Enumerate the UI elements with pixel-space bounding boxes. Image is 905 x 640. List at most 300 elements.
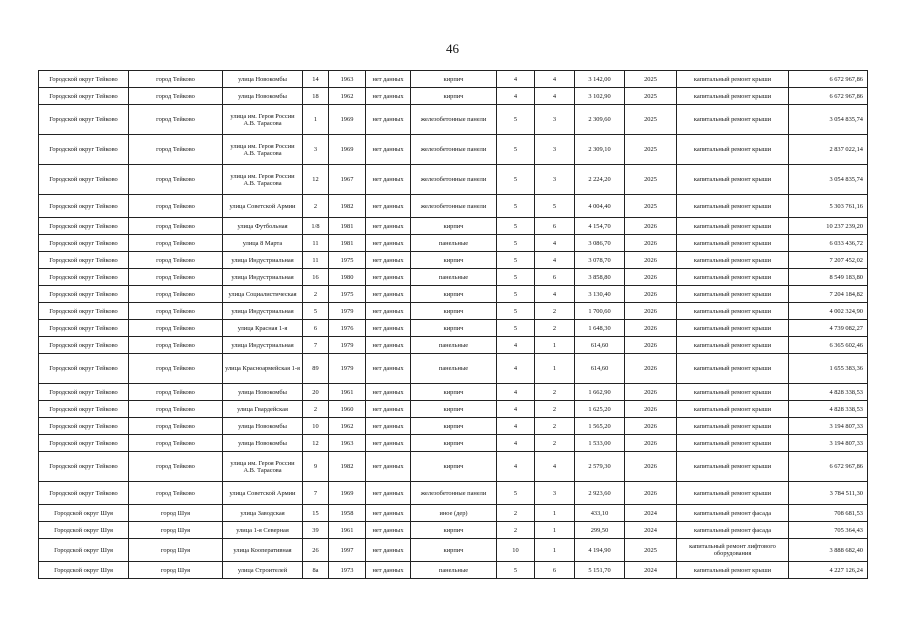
walls-year-cell: нет данных xyxy=(366,505,411,522)
walls-year-cell: нет данных xyxy=(366,303,411,320)
district-cell: Городской округ Тейково xyxy=(39,218,129,235)
house-number-cell: 3 xyxy=(303,135,329,165)
entrances-cell: 2 xyxy=(535,401,575,418)
table-row xyxy=(39,418,868,435)
plan-year-cell: 2025 xyxy=(625,71,677,88)
city-cell: город Тейково xyxy=(129,135,223,165)
cost-cell: 7 207 452,02 xyxy=(789,252,868,269)
build-year-cell: 1969 xyxy=(329,135,366,165)
area-cell: 3 078,70 xyxy=(575,252,625,269)
city-cell: город Тейково xyxy=(129,218,223,235)
wall-material-cell: кирпич xyxy=(411,401,497,418)
walls-year-cell: нет данных xyxy=(366,562,411,579)
work-type-cell: капитальный ремонт крыши xyxy=(677,88,789,105)
build-year-cell: 1981 xyxy=(329,235,366,252)
street-cell: улица Новокомбы xyxy=(223,435,303,452)
cost-cell: 1 655 383,36 xyxy=(789,354,868,384)
work-type-cell: капитальный ремонт крыши xyxy=(677,320,789,337)
entrances-cell: 2 xyxy=(535,384,575,401)
city-cell: город Тейково xyxy=(129,165,223,195)
street-cell: улица Новокомбы xyxy=(223,71,303,88)
floors-cell: 4 xyxy=(497,354,535,384)
wall-material-cell: кирпич xyxy=(411,522,497,539)
house-number-cell: 1 xyxy=(303,105,329,135)
area-cell: 3 130,40 xyxy=(575,286,625,303)
cost-cell: 6 365 602,46 xyxy=(789,337,868,354)
build-year-cell: 1982 xyxy=(329,195,366,218)
work-type-cell: капитальный ремонт лифтового оборудования xyxy=(677,539,789,562)
plan-year-cell: 2025 xyxy=(625,105,677,135)
house-number-cell: 26 xyxy=(303,539,329,562)
district-cell: Городской округ Шуя xyxy=(39,522,129,539)
street-cell: улица Новокомбы xyxy=(223,384,303,401)
district-cell: Городской округ Тейково xyxy=(39,320,129,337)
entrances-cell: 1 xyxy=(535,539,575,562)
floors-cell: 2 xyxy=(497,505,535,522)
cost-cell: 3 784 511,30 xyxy=(789,482,868,505)
build-year-cell: 1979 xyxy=(329,337,366,354)
entrances-cell: 3 xyxy=(535,165,575,195)
table-row xyxy=(39,235,868,252)
city-cell: город Тейково xyxy=(129,418,223,435)
entrances-cell: 2 xyxy=(535,303,575,320)
work-type-cell: капитальный ремонт фасада xyxy=(677,522,789,539)
wall-material-cell: железобетонные панели xyxy=(411,135,497,165)
plan-year-cell: 2026 xyxy=(625,303,677,320)
house-number-cell: 2 xyxy=(303,195,329,218)
floors-cell: 4 xyxy=(497,71,535,88)
area-cell: 1 533,00 xyxy=(575,435,625,452)
street-cell: улица Красноармейская 1-я xyxy=(223,354,303,384)
floors-cell: 5 xyxy=(497,286,535,303)
build-year-cell: 1997 xyxy=(329,539,366,562)
house-number-cell: 8а xyxy=(303,562,329,579)
entrances-cell: 6 xyxy=(535,562,575,579)
floors-cell: 4 xyxy=(497,384,535,401)
walls-year-cell: нет данных xyxy=(366,135,411,165)
build-year-cell: 1961 xyxy=(329,522,366,539)
entrances-cell: 1 xyxy=(535,505,575,522)
build-year-cell: 1980 xyxy=(329,269,366,286)
house-number-cell: 5 xyxy=(303,303,329,320)
walls-year-cell: нет данных xyxy=(366,235,411,252)
work-type-cell: капитальный ремонт крыши xyxy=(677,354,789,384)
plan-year-cell: 2026 xyxy=(625,218,677,235)
city-cell: город Тейково xyxy=(129,252,223,269)
build-year-cell: 1979 xyxy=(329,354,366,384)
work-type-cell: капитальный ремонт крыши xyxy=(677,384,789,401)
table-row xyxy=(39,135,868,165)
cost-cell: 3 888 682,40 xyxy=(789,539,868,562)
build-year-cell: 1982 xyxy=(329,452,366,482)
plan-year-cell: 2025 xyxy=(625,135,677,165)
entrances-cell: 1 xyxy=(535,522,575,539)
walls-year-cell: нет данных xyxy=(366,337,411,354)
walls-year-cell: нет данных xyxy=(366,71,411,88)
plan-year-cell: 2024 xyxy=(625,522,677,539)
city-cell: город Тейково xyxy=(129,384,223,401)
house-number-cell: 2 xyxy=(303,286,329,303)
cost-cell: 4 828 338,53 xyxy=(789,384,868,401)
wall-material-cell: кирпич xyxy=(411,286,497,303)
cost-cell: 3 054 835,74 xyxy=(789,105,868,135)
table-row xyxy=(39,88,868,105)
table-row xyxy=(39,539,868,562)
floors-cell: 5 xyxy=(497,195,535,218)
work-type-cell: капитальный ремонт крыши xyxy=(677,303,789,320)
district-cell: Городской округ Шуя xyxy=(39,562,129,579)
table-row xyxy=(39,71,868,88)
entrances-cell: 4 xyxy=(535,88,575,105)
city-cell: город Тейково xyxy=(129,401,223,418)
street-cell: улица Красная 1-я xyxy=(223,320,303,337)
table-row xyxy=(39,435,868,452)
city-cell: город Шуя xyxy=(129,539,223,562)
floors-cell: 5 xyxy=(497,269,535,286)
house-number-cell: 16 xyxy=(303,269,329,286)
walls-year-cell: нет данных xyxy=(366,418,411,435)
city-cell: город Тейково xyxy=(129,269,223,286)
work-type-cell: капитальный ремонт крыши xyxy=(677,418,789,435)
house-number-cell: 9 xyxy=(303,452,329,482)
work-type-cell: капитальный ремонт крыши xyxy=(677,105,789,135)
floors-cell: 5 xyxy=(497,252,535,269)
plan-year-cell: 2026 xyxy=(625,401,677,418)
district-cell: Городской округ Тейково xyxy=(39,435,129,452)
plan-year-cell: 2025 xyxy=(625,195,677,218)
city-cell: город Тейково xyxy=(129,482,223,505)
walls-year-cell: нет данных xyxy=(366,522,411,539)
house-number-cell: 11 xyxy=(303,252,329,269)
area-cell: 4 154,70 xyxy=(575,218,625,235)
house-number-cell: 18 xyxy=(303,88,329,105)
page-number: 46 xyxy=(446,41,459,56)
area-cell: 614,60 xyxy=(575,337,625,354)
floors-cell: 5 xyxy=(497,218,535,235)
cost-cell: 4 227 126,24 xyxy=(789,562,868,579)
table-row xyxy=(39,105,868,135)
floors-cell: 2 xyxy=(497,522,535,539)
street-cell: улица Заводская xyxy=(223,505,303,522)
work-type-cell: капитальный ремонт крыши xyxy=(677,252,789,269)
area-cell: 2 923,60 xyxy=(575,482,625,505)
floors-cell: 5 xyxy=(497,105,535,135)
cost-cell: 3 054 835,74 xyxy=(789,165,868,195)
street-cell: улица 1-я Северная xyxy=(223,522,303,539)
wall-material-cell: железобетонные панели xyxy=(411,482,497,505)
area-cell: 2 309,10 xyxy=(575,135,625,165)
wall-material-cell: кирпич xyxy=(411,435,497,452)
work-type-cell: капитальный ремонт крыши xyxy=(677,71,789,88)
wall-material-cell: панельные xyxy=(411,337,497,354)
wall-material-cell: кирпич xyxy=(411,252,497,269)
entrances-cell: 4 xyxy=(535,252,575,269)
area-cell: 1 565,20 xyxy=(575,418,625,435)
entrances-cell: 2 xyxy=(535,418,575,435)
build-year-cell: 1963 xyxy=(329,435,366,452)
entrances-cell: 4 xyxy=(535,235,575,252)
floors-cell: 4 xyxy=(497,418,535,435)
cost-cell: 10 237 239,20 xyxy=(789,218,868,235)
entrances-cell: 2 xyxy=(535,320,575,337)
work-type-cell: капитальный ремонт крыши xyxy=(677,286,789,303)
entrances-cell: 1 xyxy=(535,354,575,384)
district-cell: Городской округ Тейково xyxy=(39,165,129,195)
street-cell: улица Новокомбы xyxy=(223,418,303,435)
city-cell: город Шуя xyxy=(129,562,223,579)
house-number-cell: 7 xyxy=(303,482,329,505)
district-cell: Городской округ Тейково xyxy=(39,105,129,135)
entrances-cell: 6 xyxy=(535,269,575,286)
table-row xyxy=(39,320,868,337)
area-cell: 1 625,20 xyxy=(575,401,625,418)
street-cell: улица Советской Армии xyxy=(223,195,303,218)
build-year-cell: 1979 xyxy=(329,303,366,320)
area-cell: 2 579,30 xyxy=(575,452,625,482)
plan-year-cell: 2026 xyxy=(625,269,677,286)
entrances-cell: 3 xyxy=(535,105,575,135)
house-number-cell: 15 xyxy=(303,505,329,522)
house-number-cell: 2 xyxy=(303,401,329,418)
work-type-cell: капитальный ремонт крыши xyxy=(677,452,789,482)
table-row xyxy=(39,252,868,269)
city-cell: город Тейково xyxy=(129,286,223,303)
plan-year-cell: 2025 xyxy=(625,165,677,195)
house-number-cell: 12 xyxy=(303,165,329,195)
cost-cell: 2 837 022,14 xyxy=(789,135,868,165)
wall-material-cell: кирпич xyxy=(411,218,497,235)
area-cell: 2 309,60 xyxy=(575,105,625,135)
house-number-cell: 39 xyxy=(303,522,329,539)
wall-material-cell: панельные xyxy=(411,269,497,286)
cost-cell: 3 194 807,33 xyxy=(789,435,868,452)
plan-year-cell: 2026 xyxy=(625,320,677,337)
wall-material-cell: панельные xyxy=(411,235,497,252)
work-type-cell: капитальный ремонт фасада xyxy=(677,505,789,522)
entrances-cell: 6 xyxy=(535,218,575,235)
cost-cell: 7 204 184,82 xyxy=(789,286,868,303)
wall-material-cell: кирпич xyxy=(411,452,497,482)
work-type-cell: капитальный ремонт крыши xyxy=(677,435,789,452)
district-cell: Городской округ Тейково xyxy=(39,418,129,435)
table-row xyxy=(39,165,868,195)
street-cell: улица Новокомбы xyxy=(223,88,303,105)
city-cell: город Тейково xyxy=(129,88,223,105)
table-row xyxy=(39,452,868,482)
cost-cell: 4 828 338,53 xyxy=(789,401,868,418)
walls-year-cell: нет данных xyxy=(366,354,411,384)
area-cell: 5 151,70 xyxy=(575,562,625,579)
walls-year-cell: нет данных xyxy=(366,252,411,269)
build-year-cell: 1963 xyxy=(329,71,366,88)
plan-year-cell: 2026 xyxy=(625,435,677,452)
wall-material-cell: кирпич xyxy=(411,539,497,562)
cost-cell: 4 002 324,90 xyxy=(789,303,868,320)
city-cell: город Тейково xyxy=(129,105,223,135)
build-year-cell: 1969 xyxy=(329,105,366,135)
area-cell: 299,50 xyxy=(575,522,625,539)
house-number-cell: 6 xyxy=(303,320,329,337)
city-cell: город Тейково xyxy=(129,337,223,354)
district-cell: Городской округ Тейково xyxy=(39,235,129,252)
area-cell: 614,60 xyxy=(575,354,625,384)
build-year-cell: 1967 xyxy=(329,165,366,195)
plan-year-cell: 2025 xyxy=(625,539,677,562)
city-cell: город Тейково xyxy=(129,195,223,218)
street-cell: улица Строителей xyxy=(223,562,303,579)
walls-year-cell: нет данных xyxy=(366,401,411,418)
city-cell: город Тейково xyxy=(129,320,223,337)
table-row xyxy=(39,401,868,418)
plan-year-cell: 2026 xyxy=(625,384,677,401)
build-year-cell: 1962 xyxy=(329,418,366,435)
table-row xyxy=(39,482,868,505)
wall-material-cell: панельные xyxy=(411,354,497,384)
wall-material-cell: железобетонные панели xyxy=(411,165,497,195)
area-cell: 1 648,30 xyxy=(575,320,625,337)
wall-material-cell: кирпич xyxy=(411,303,497,320)
entrances-cell: 3 xyxy=(535,482,575,505)
table-row xyxy=(39,195,868,218)
plan-year-cell: 2024 xyxy=(625,562,677,579)
walls-year-cell: нет данных xyxy=(366,452,411,482)
house-number-cell: 1/8 xyxy=(303,218,329,235)
entrances-cell: 2 xyxy=(535,435,575,452)
wall-material-cell: кирпич xyxy=(411,320,497,337)
district-cell: Городской округ Тейково xyxy=(39,482,129,505)
district-cell: Городской округ Тейково xyxy=(39,303,129,320)
floors-cell: 4 xyxy=(497,337,535,354)
district-cell: Городской округ Тейково xyxy=(39,135,129,165)
street-cell: улица Индустриальная xyxy=(223,303,303,320)
floors-cell: 5 xyxy=(497,235,535,252)
street-cell: улица им. Героя России А.В. Тарасова xyxy=(223,452,303,482)
area-cell: 3 102,90 xyxy=(575,88,625,105)
wall-material-cell: железобетонные панели xyxy=(411,105,497,135)
wall-material-cell: кирпич xyxy=(411,418,497,435)
district-cell: Городской округ Тейково xyxy=(39,354,129,384)
walls-year-cell: нет данных xyxy=(366,195,411,218)
street-cell: улица им. Героя России А.В. Тарасова xyxy=(223,105,303,135)
entrances-cell: 4 xyxy=(535,286,575,303)
street-cell: улица им. Героя России А.В. Тарасова xyxy=(223,135,303,165)
walls-year-cell: нет данных xyxy=(366,435,411,452)
table-row xyxy=(39,269,868,286)
wall-material-cell: кирпич xyxy=(411,71,497,88)
district-cell: Городской округ Тейково xyxy=(39,195,129,218)
street-cell: улица Кооперативная xyxy=(223,539,303,562)
table-row xyxy=(39,218,868,235)
build-year-cell: 1975 xyxy=(329,252,366,269)
area-cell: 1 700,60 xyxy=(575,303,625,320)
house-number-cell: 20 xyxy=(303,384,329,401)
district-cell: Городской округ Тейково xyxy=(39,71,129,88)
walls-year-cell: нет данных xyxy=(366,269,411,286)
wall-material-cell: кирпич xyxy=(411,384,497,401)
wall-material-cell: иное (дер) xyxy=(411,505,497,522)
work-type-cell: капитальный ремонт крыши xyxy=(677,269,789,286)
district-cell: Городской округ Тейково xyxy=(39,384,129,401)
cost-cell: 5 303 761,16 xyxy=(789,195,868,218)
entrances-cell: 5 xyxy=(535,195,575,218)
build-year-cell: 1962 xyxy=(329,88,366,105)
plan-year-cell: 2026 xyxy=(625,452,677,482)
entrances-cell: 3 xyxy=(535,135,575,165)
floors-cell: 5 xyxy=(497,165,535,195)
city-cell: город Тейково xyxy=(129,354,223,384)
walls-year-cell: нет данных xyxy=(366,165,411,195)
plan-year-cell: 2026 xyxy=(625,482,677,505)
floors-cell: 4 xyxy=(497,452,535,482)
cost-cell: 6 033 436,72 xyxy=(789,235,868,252)
walls-year-cell: нет данных xyxy=(366,482,411,505)
entrances-cell: 4 xyxy=(535,452,575,482)
city-cell: город Шуя xyxy=(129,522,223,539)
wall-material-cell: железобетонные панели xyxy=(411,195,497,218)
cost-cell: 8 549 183,80 xyxy=(789,269,868,286)
table-body xyxy=(39,71,868,579)
floors-cell: 5 xyxy=(497,562,535,579)
work-type-cell: капитальный ремонт крыши xyxy=(677,165,789,195)
wall-material-cell: кирпич xyxy=(411,88,497,105)
plan-year-cell: 2026 xyxy=(625,354,677,384)
floors-cell: 4 xyxy=(497,88,535,105)
plan-year-cell: 2026 xyxy=(625,235,677,252)
house-number-cell: 89 xyxy=(303,354,329,384)
work-type-cell: капитальный ремонт крыши xyxy=(677,135,789,165)
area-cell: 1 662,90 xyxy=(575,384,625,401)
cost-cell: 3 194 807,33 xyxy=(789,418,868,435)
house-number-cell: 12 xyxy=(303,435,329,452)
district-cell: Городской округ Тейково xyxy=(39,452,129,482)
street-cell: улица Гвардейская xyxy=(223,401,303,418)
cost-cell: 6 672 967,86 xyxy=(789,88,868,105)
repair-schedule-table xyxy=(38,70,868,579)
city-cell: город Тейково xyxy=(129,71,223,88)
area-cell: 3 858,80 xyxy=(575,269,625,286)
district-cell: Городской округ Тейково xyxy=(39,286,129,303)
table-row xyxy=(39,303,868,320)
floors-cell: 10 xyxy=(497,539,535,562)
build-year-cell: 1976 xyxy=(329,320,366,337)
plan-year-cell: 2026 xyxy=(625,418,677,435)
plan-year-cell: 2026 xyxy=(625,252,677,269)
cost-cell: 6 672 967,86 xyxy=(789,452,868,482)
floors-cell: 5 xyxy=(497,135,535,165)
entrances-cell: 1 xyxy=(535,337,575,354)
city-cell: город Тейково xyxy=(129,303,223,320)
walls-year-cell: нет данных xyxy=(366,218,411,235)
walls-year-cell: нет данных xyxy=(366,105,411,135)
build-year-cell: 1981 xyxy=(329,218,366,235)
street-cell: улица 8 Марта xyxy=(223,235,303,252)
work-type-cell: капитальный ремонт крыши xyxy=(677,401,789,418)
floors-cell: 4 xyxy=(497,435,535,452)
table-row xyxy=(39,337,868,354)
plan-year-cell: 2024 xyxy=(625,505,677,522)
cost-cell: 705 364,43 xyxy=(789,522,868,539)
area-cell: 3 142,00 xyxy=(575,71,625,88)
build-year-cell: 1961 xyxy=(329,384,366,401)
work-type-cell: капитальный ремонт крыши xyxy=(677,482,789,505)
street-cell: улица Индустриальная xyxy=(223,269,303,286)
wall-material-cell: панельные xyxy=(411,562,497,579)
build-year-cell: 1960 xyxy=(329,401,366,418)
house-number-cell: 11 xyxy=(303,235,329,252)
cost-cell: 6 672 967,86 xyxy=(789,71,868,88)
work-type-cell: капитальный ремонт крыши xyxy=(677,195,789,218)
district-cell: Городской округ Тейково xyxy=(39,88,129,105)
